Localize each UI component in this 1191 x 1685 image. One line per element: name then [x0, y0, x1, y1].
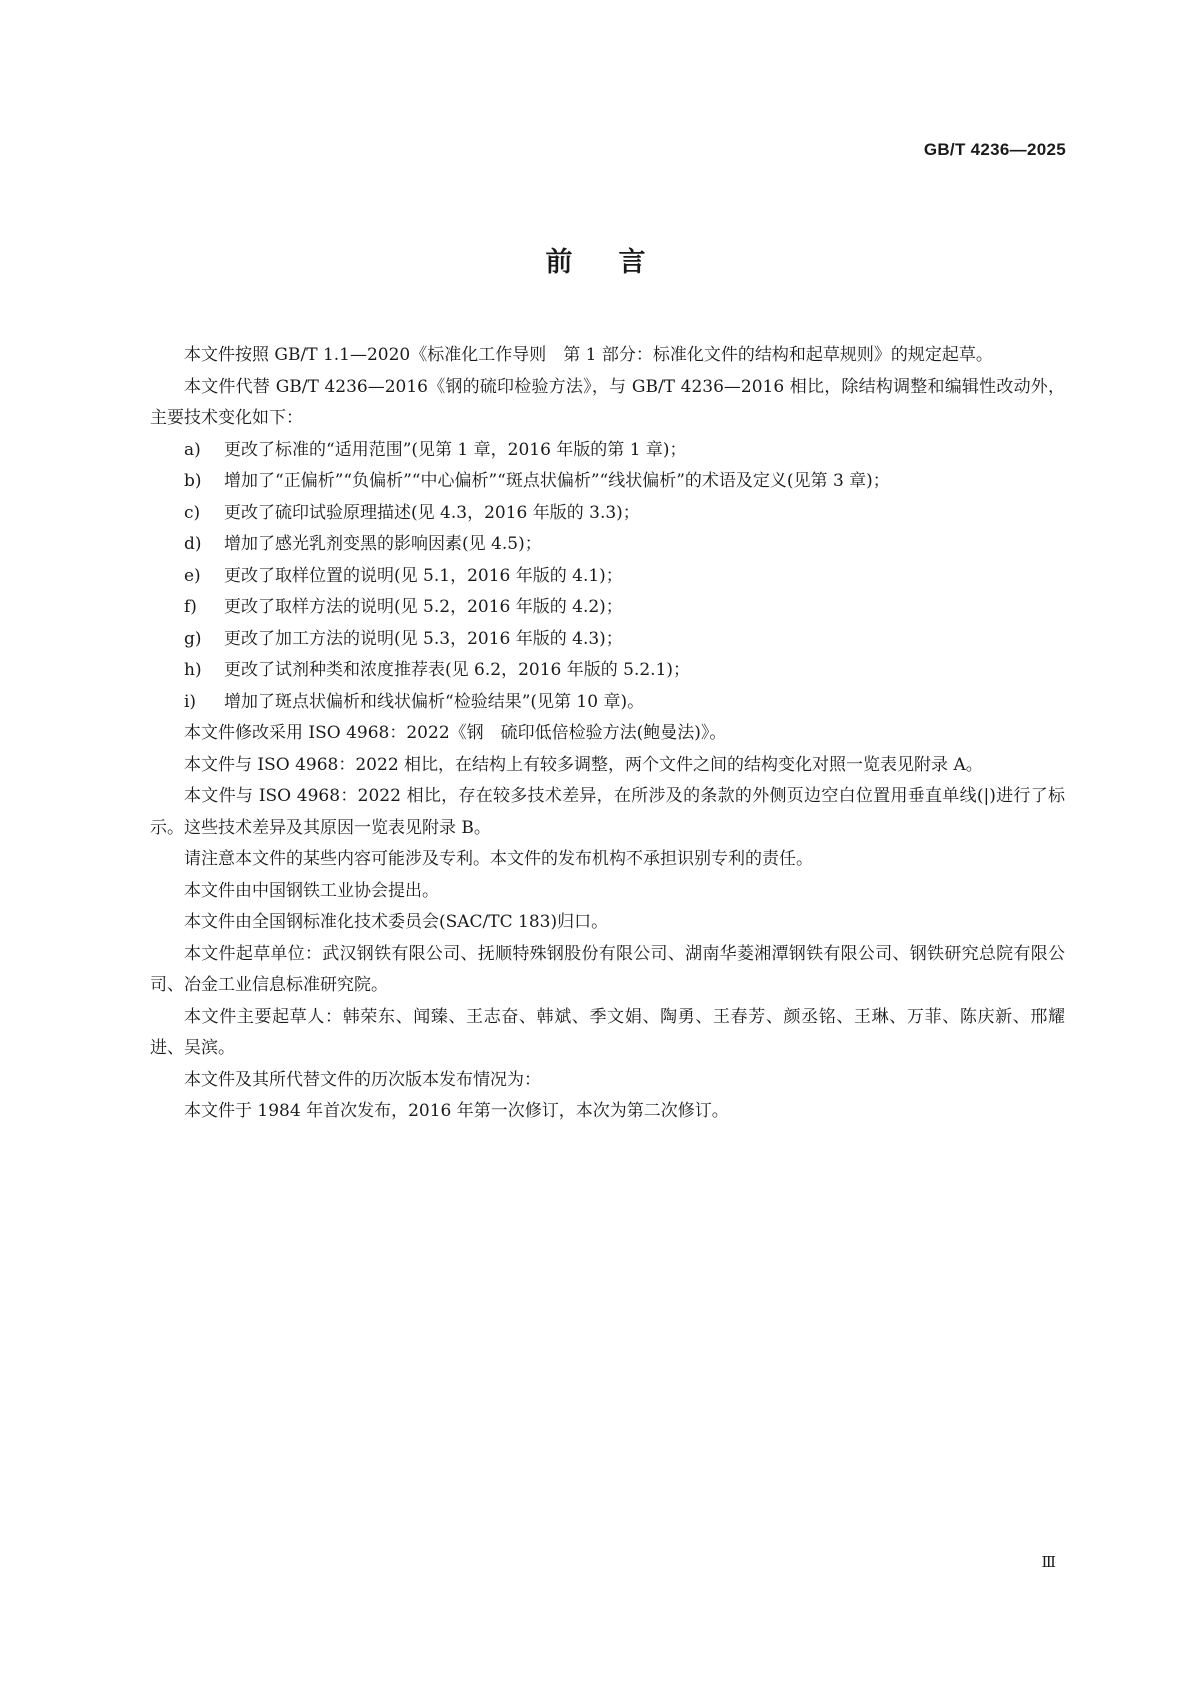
list-item — [150, 655, 1065, 687]
list-item — [150, 529, 1065, 561]
paragraph-structure-changes: 本文件与 ISO 4968：2022 相比，在结构上有较多调整，两个文件之间的结构变化对照一览表见附录 A。 — [184, 754, 983, 775]
list-item — [150, 687, 1065, 719]
paragraph-proposer: 本文件由中国钢铁工业协会提出。 — [184, 880, 439, 901]
foreword-body — [150, 340, 1065, 1128]
list-marker: f) — [184, 597, 197, 617]
list-item-text: 增加了斑点状偏析和线状偏析“检验结果”(见第 10 章)。 — [224, 691, 645, 712]
list-marker: b) — [184, 471, 202, 491]
list-marker: d) — [184, 534, 202, 554]
list-item-text: 更改了取样位置的说明(见 5.1，2016 年版的 4.1)； — [224, 565, 623, 586]
paragraph-committee: 本文件由全国钢标准化技术委员会(SAC/TC 183)归口。 — [184, 912, 609, 932]
list-item — [150, 498, 1065, 530]
list-marker: h) — [184, 660, 202, 680]
page-number: Ⅲ — [1041, 1553, 1056, 1571]
list-item — [150, 592, 1065, 624]
paragraph-history: 本文件于 1984 年首次发布，2016 年第一次修订，本次为第二次修订。 — [184, 1101, 729, 1121]
paragraph-replacement: 本文件代替 GB/T 4236—2016《钢的硫印检验方法》，与 GB/T 4236—2016 相比，除结构调整和编辑性改动外，主要技术变化如下： — [150, 376, 1065, 428]
list-marker: i) — [184, 691, 197, 712]
list-item — [150, 624, 1065, 656]
list-marker: e) — [184, 565, 201, 586]
paragraph-history-intro: 本文件及其所代替文件的历次版本发布情况为： — [184, 1069, 541, 1090]
list-marker: g) — [184, 628, 202, 649]
page-title: 前言 — [545, 247, 692, 278]
list-marker: c) — [184, 502, 201, 523]
paragraph-patent-notice: 请注意本文件的某些内容可能涉及专利。本文件的发布机构不承担识别专利的责任。 — [184, 849, 813, 869]
paragraph-technical-differences: 本文件与 ISO 4968：2022 相比，存在较多技术差异，在所涉及的条款的外侧页边空白位置用垂直单线(|)进行了标示。这些技术差异及其原因一览表见附录 B。 — [150, 786, 1065, 838]
list-item-text: 更改了标准的“适用范围”(见第 1 章，2016 年版的第 1 章)； — [224, 439, 687, 460]
list-item-text: 增加了感光乳剂变黑的影响因素(见 4.5)； — [224, 534, 542, 554]
list-item-text: 更改了试剂种类和浓度推荐表(见 6.2，2016 年版的 5.2.1)； — [224, 660, 691, 680]
document-code: GB/T 4236—2025 — [923, 140, 1066, 159]
list-marker: a) — [184, 439, 201, 460]
list-item — [150, 561, 1065, 593]
list-item-text: 更改了加工方法的说明(见 5.3，2016 年版的 4.3)； — [224, 628, 623, 649]
list-item-text: 更改了取样方法的说明(见 5.2，2016 年版的 4.2)； — [224, 597, 623, 617]
paragraph-drafting-rules: 本文件按照 GB/T 1.1—2020《标准化工作导则 第 1 部分：标准化文件的结构和起草规则》的规定起草。 — [184, 345, 993, 365]
paragraph-drafting-units: 本文件起草单位：武汉钢铁有限公司、抚顺特殊钢股份有限公司、湖南华菱湘潭钢铁有限公司、钢铁研究总院有限公司、冶金工业信息标准研究院。 — [150, 943, 1065, 995]
list-item-text: 增加了“正偏析”“负偏析”“中心偏析”“斑点状偏析”“线状偏析”的术语及定义(见第 3 章)； — [224, 471, 890, 491]
list-item — [150, 435, 1065, 467]
paragraph-drafters: 本文件主要起草人：韩荣东、闻臻、王志奋、韩斌、季文娟、陶勇、王春芳、颜丞铭、王琳、万菲、陈庆新、邢耀进、吴滨。 — [150, 1006, 1065, 1058]
list-item-text: 更改了硫印试验原理描述(见 4.3，2016 年版的 3.3)； — [224, 502, 640, 523]
list-item — [150, 466, 1065, 498]
paragraph-iso-adoption: 本文件修改采用 ISO 4968：2022《钢 硫印低倍检验方法(鲍曼法)》。 — [184, 723, 727, 743]
